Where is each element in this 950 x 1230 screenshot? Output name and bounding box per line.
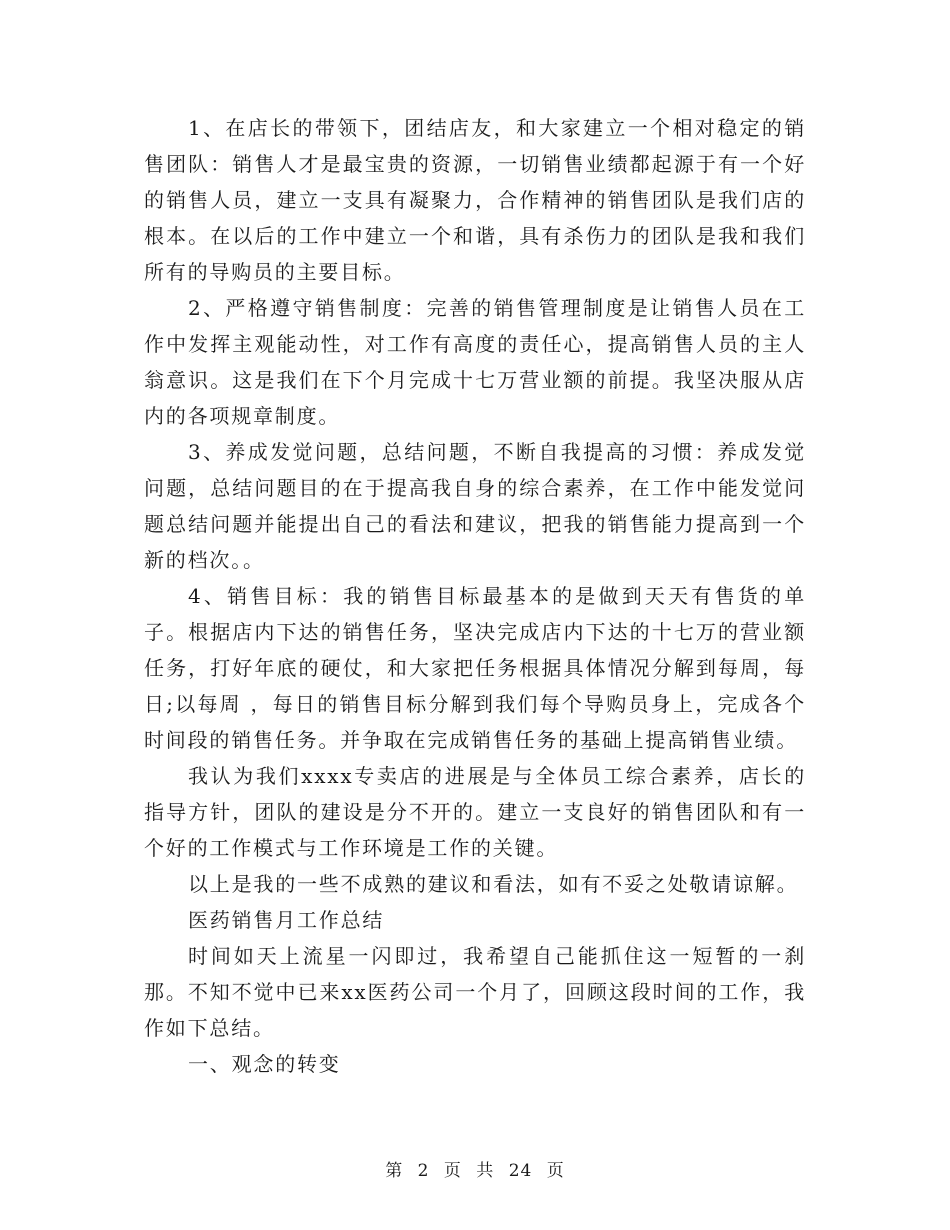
footer-total-label: 共 [476, 1161, 495, 1181]
paragraph-closing-remark: 以上是我的一些不成熟的建议和看法，如有不妥之处敬请谅解。 [188, 872, 799, 896]
footer-page-label: 第 [385, 1161, 404, 1181]
document-body [144, 110, 806, 1082]
paragraph-team-building: 1、在店长的带领下，团结店友，和大家建立一个相对稳定的销售团队：销售人才是最宝贵的资源，一切销售业绩都起源于有一个好的销售人员，建立一支具有凝聚力，合作精神的销售团队是我们店的根本。在以后的工作中建立一个和谐，具有杀伤力的团队是我和我们所有的导购员的主要目标。 [144, 116, 806, 284]
footer-total-unit: 页 [546, 1161, 565, 1181]
paragraph-pharma-intro: 时间如天上流星一闪即过，我希望自己能抓住这一短暂的一刹那。不知不觉中已来xx医药公司一个月了，回顾这段时间的工作，我作如下总结。 [144, 944, 806, 1040]
paragraph-sales-rules: 2、严格遵守销售制度：完善的销售管理制度是让销售人员在工作中发挥主观能动性，对工作有高度的责任心，提高销售人员的主人翁意识。这是我们在下个月完成十七万营业额的前提。我坚决服从店内的各项规章制度。 [144, 296, 806, 428]
footer-current-page: 2 [417, 1161, 430, 1181]
paragraph-self-improvement: 3、养成发觉问题，总结问题，不断自我提高的习惯：养成发觉问题，总结问题目的在于提高我自身的综合素养，在工作中能发觉问题总结问题并能提出自己的看法和建议，把我的销售能力提高到一个新的档次。。 [144, 440, 806, 572]
paragraph-store-development: 我认为我们xxxx专卖店的进展是与全体员工综合素养，店长的指导方针，团队的建设是分不开的。建立一支良好的销售团队和有一个好的工作模式与工作环境是工作的关键。 [144, 764, 806, 860]
footer-total-pages: 24 [508, 1161, 533, 1181]
paragraph-sales-target: 4、销售目标：我的销售目标最基本的是做到天天有售货的单子。根据店内下达的销售任务，坚决完成店内下达的十七万的营业额任务，打好年底的硬仗，和大家把任务根据具体情况分解到每周，每日;以每周 ，每日的销售目标分解到我们每个导购员身上，完成各个时间段的销售任务。并争取在完成销售任务的基础上提高销售业绩。 [144, 584, 806, 752]
section-title-pharma-summary: 医药销售月工作总结 [188, 908, 385, 932]
footer-page-unit: 页 [443, 1161, 462, 1181]
page-footer [0, 1156, 950, 1181]
section-heading-mindset-change: 一、观念的转变 [188, 1052, 341, 1076]
